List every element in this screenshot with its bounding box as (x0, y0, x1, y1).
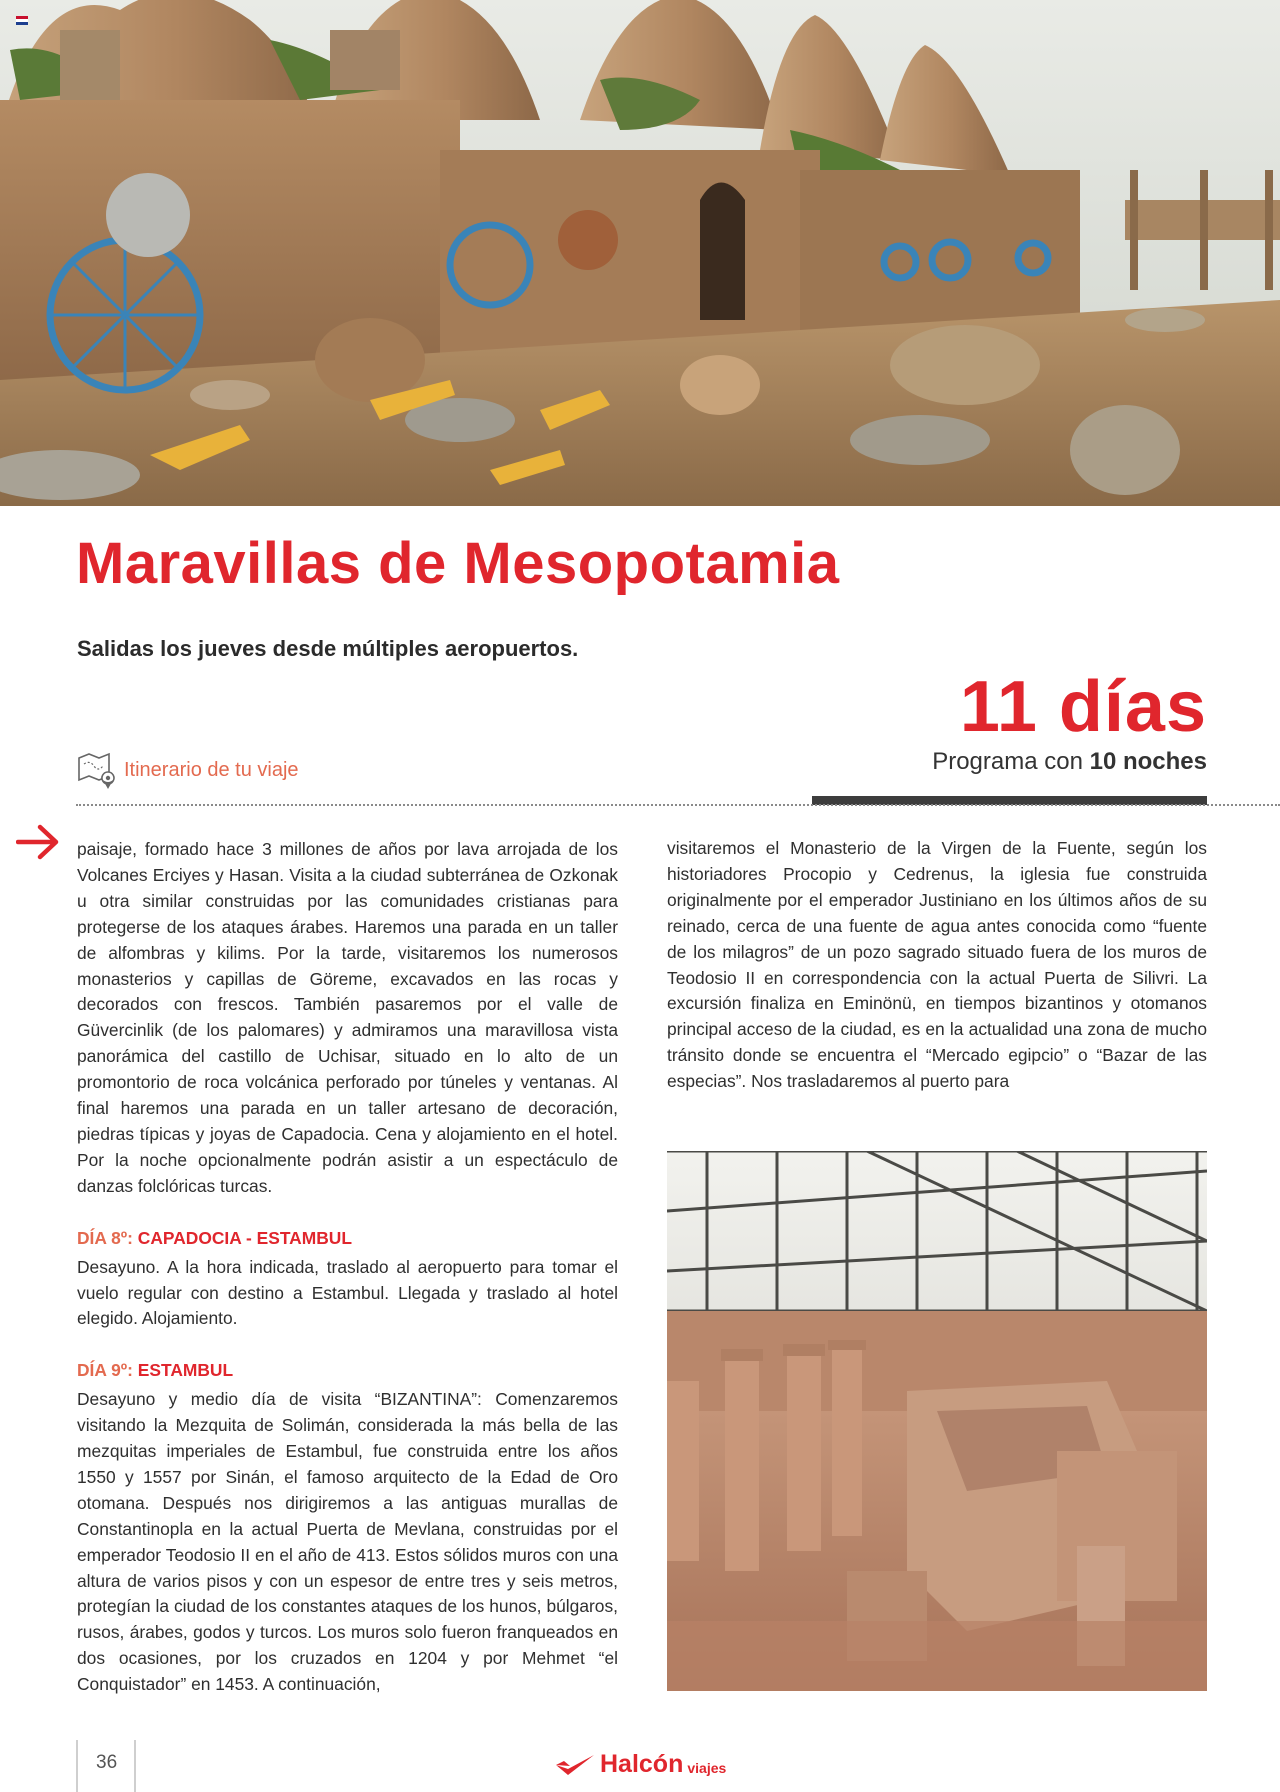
day-place: CAPADOCIA - ESTAMBUL (137, 1227, 352, 1248)
flag-icon (16, 16, 28, 25)
beehive-houses-illustration (0, 0, 1280, 506)
brand-logo (554, 1752, 726, 1777)
footer-rule-right (134, 1740, 136, 1792)
day-heading-9 (77, 1358, 618, 1384)
arrow-right-icon (16, 822, 62, 862)
brand-name: Halcón (600, 1750, 684, 1778)
page-title: Maravillas de Mesopotamia (76, 531, 840, 596)
ruins-illustration (667, 1151, 1207, 1691)
right-column (667, 836, 1207, 1095)
intro-paragraph: paisaje, formado hace 3 millones de años por lava arrojada de los Volcanes Erciyes y Hasan. Visita a la ciudad subterránea de Ozkonak u otra similar construidas por las comunidades cristianas para protegerse de los ataques árabes. Haremos una parada en un taller de alfombras y kilims. Por la tarde, visitaremos los numerosos monasterios y capillas de Göreme, excavados en las rocas y decorados con frescos. También pasaremos por el valle de Güvercinlik (de los palomares) y admiramos una maravillosa vista panorámica del castillo de Uchisar, situado en lo alto de un promontorio de roca volcánica perforado por túneles y ventanas. Al final haremos una parada en un taller artesano de decoración, piedras típicas y joyas de Capadocia. Cena y alojamiento en el hotel. Por la noche opcionalmente podrán asistir a un espectáculo de danzas folclóricas turcas. (77, 839, 618, 1196)
brand-sub: viajes (687, 1760, 727, 1776)
left-column (77, 837, 618, 1698)
itinerary-label: Itinerario de tu viaje (124, 758, 299, 781)
day-place: ESTAMBUL (137, 1360, 234, 1381)
trip-duration: 11 días (959, 667, 1207, 747)
footer-rule-left (76, 1740, 78, 1792)
program-nights (932, 748, 1207, 776)
day-text-8: Desayuno. A la hora indicada, traslado al aeropuerto para tomar el vuelo regular con destino a Estambul. Llegada y traslado al hotel elegido. Alojamiento. (77, 1256, 618, 1329)
day-heading-8 (77, 1226, 618, 1252)
program-nights-count: 10 noches (1089, 748, 1207, 775)
right-paragraph: visitaremos el Monasterio de la Virgen de la Fuente, según los historiadores Procopio y Cedrenus, la iglesia fue construida originalmente por el emperador Justiniano en los últimos años de su reinado, cerca de una fuente de agua antes conocida como “fuente de los milagros” de un pozo sagrado situado fuera de los muros de Teodosio II en correspondencia con la actual Puerta de Silivri. La excursión finaliza en Eminönü, en tiempos bizantinos y otomanos principal acceso de la ciudad, es en la actualidad una zona de mucho tránsito donde se encuentra el “Mercado egipcio” o “Bazar de las especias”. Nos trasladaremos al puerto para (667, 838, 1207, 1092)
dotted-divider (76, 804, 1280, 806)
day-text-9: Desayuno y medio día de visita “BIZANTINA”: Comenzaremos visitando la Mezquita de Solimán, considerada la más bella de las mezquitas imperiales de Estambul, fue construida entre los años 1550 y 1557 por Sinán, el famoso arquitecto de la Edad de Oro otomana. Después nos dirigiremos a las antiguas murallas de Constantinopla en la actual Puerta de Mevlana, construidas por el emperador Teodosio II en el año de 413. Estos sólidos muros con una altura de varios pisos y con un espesor de entre tres y seis metros, protegían la ciudad de los constantes ataques de los hunos, búlgaros, rusos, árabes, godos y turcos. Los muros solo fueron franqueados en dos ocasiones, por los cruzados en 1204 y por Mehmet “el Conquistador” en 1453. A continuación, (77, 1389, 618, 1695)
hero-photo (0, 0, 1280, 506)
day-label: DÍA 8º: (77, 1227, 133, 1248)
ruins-photo (667, 1151, 1207, 1691)
check-mark-icon (554, 1753, 596, 1777)
program-prefix: Programa con (932, 748, 1083, 775)
page-subtitle: Salidas los jueves desde múltiples aeropuertos. (77, 636, 579, 661)
map-pin-icon (76, 750, 118, 790)
page-number: 36 (96, 1752, 118, 1773)
day-label: DÍA 9º: (77, 1360, 133, 1381)
itinerary-header (76, 750, 299, 790)
